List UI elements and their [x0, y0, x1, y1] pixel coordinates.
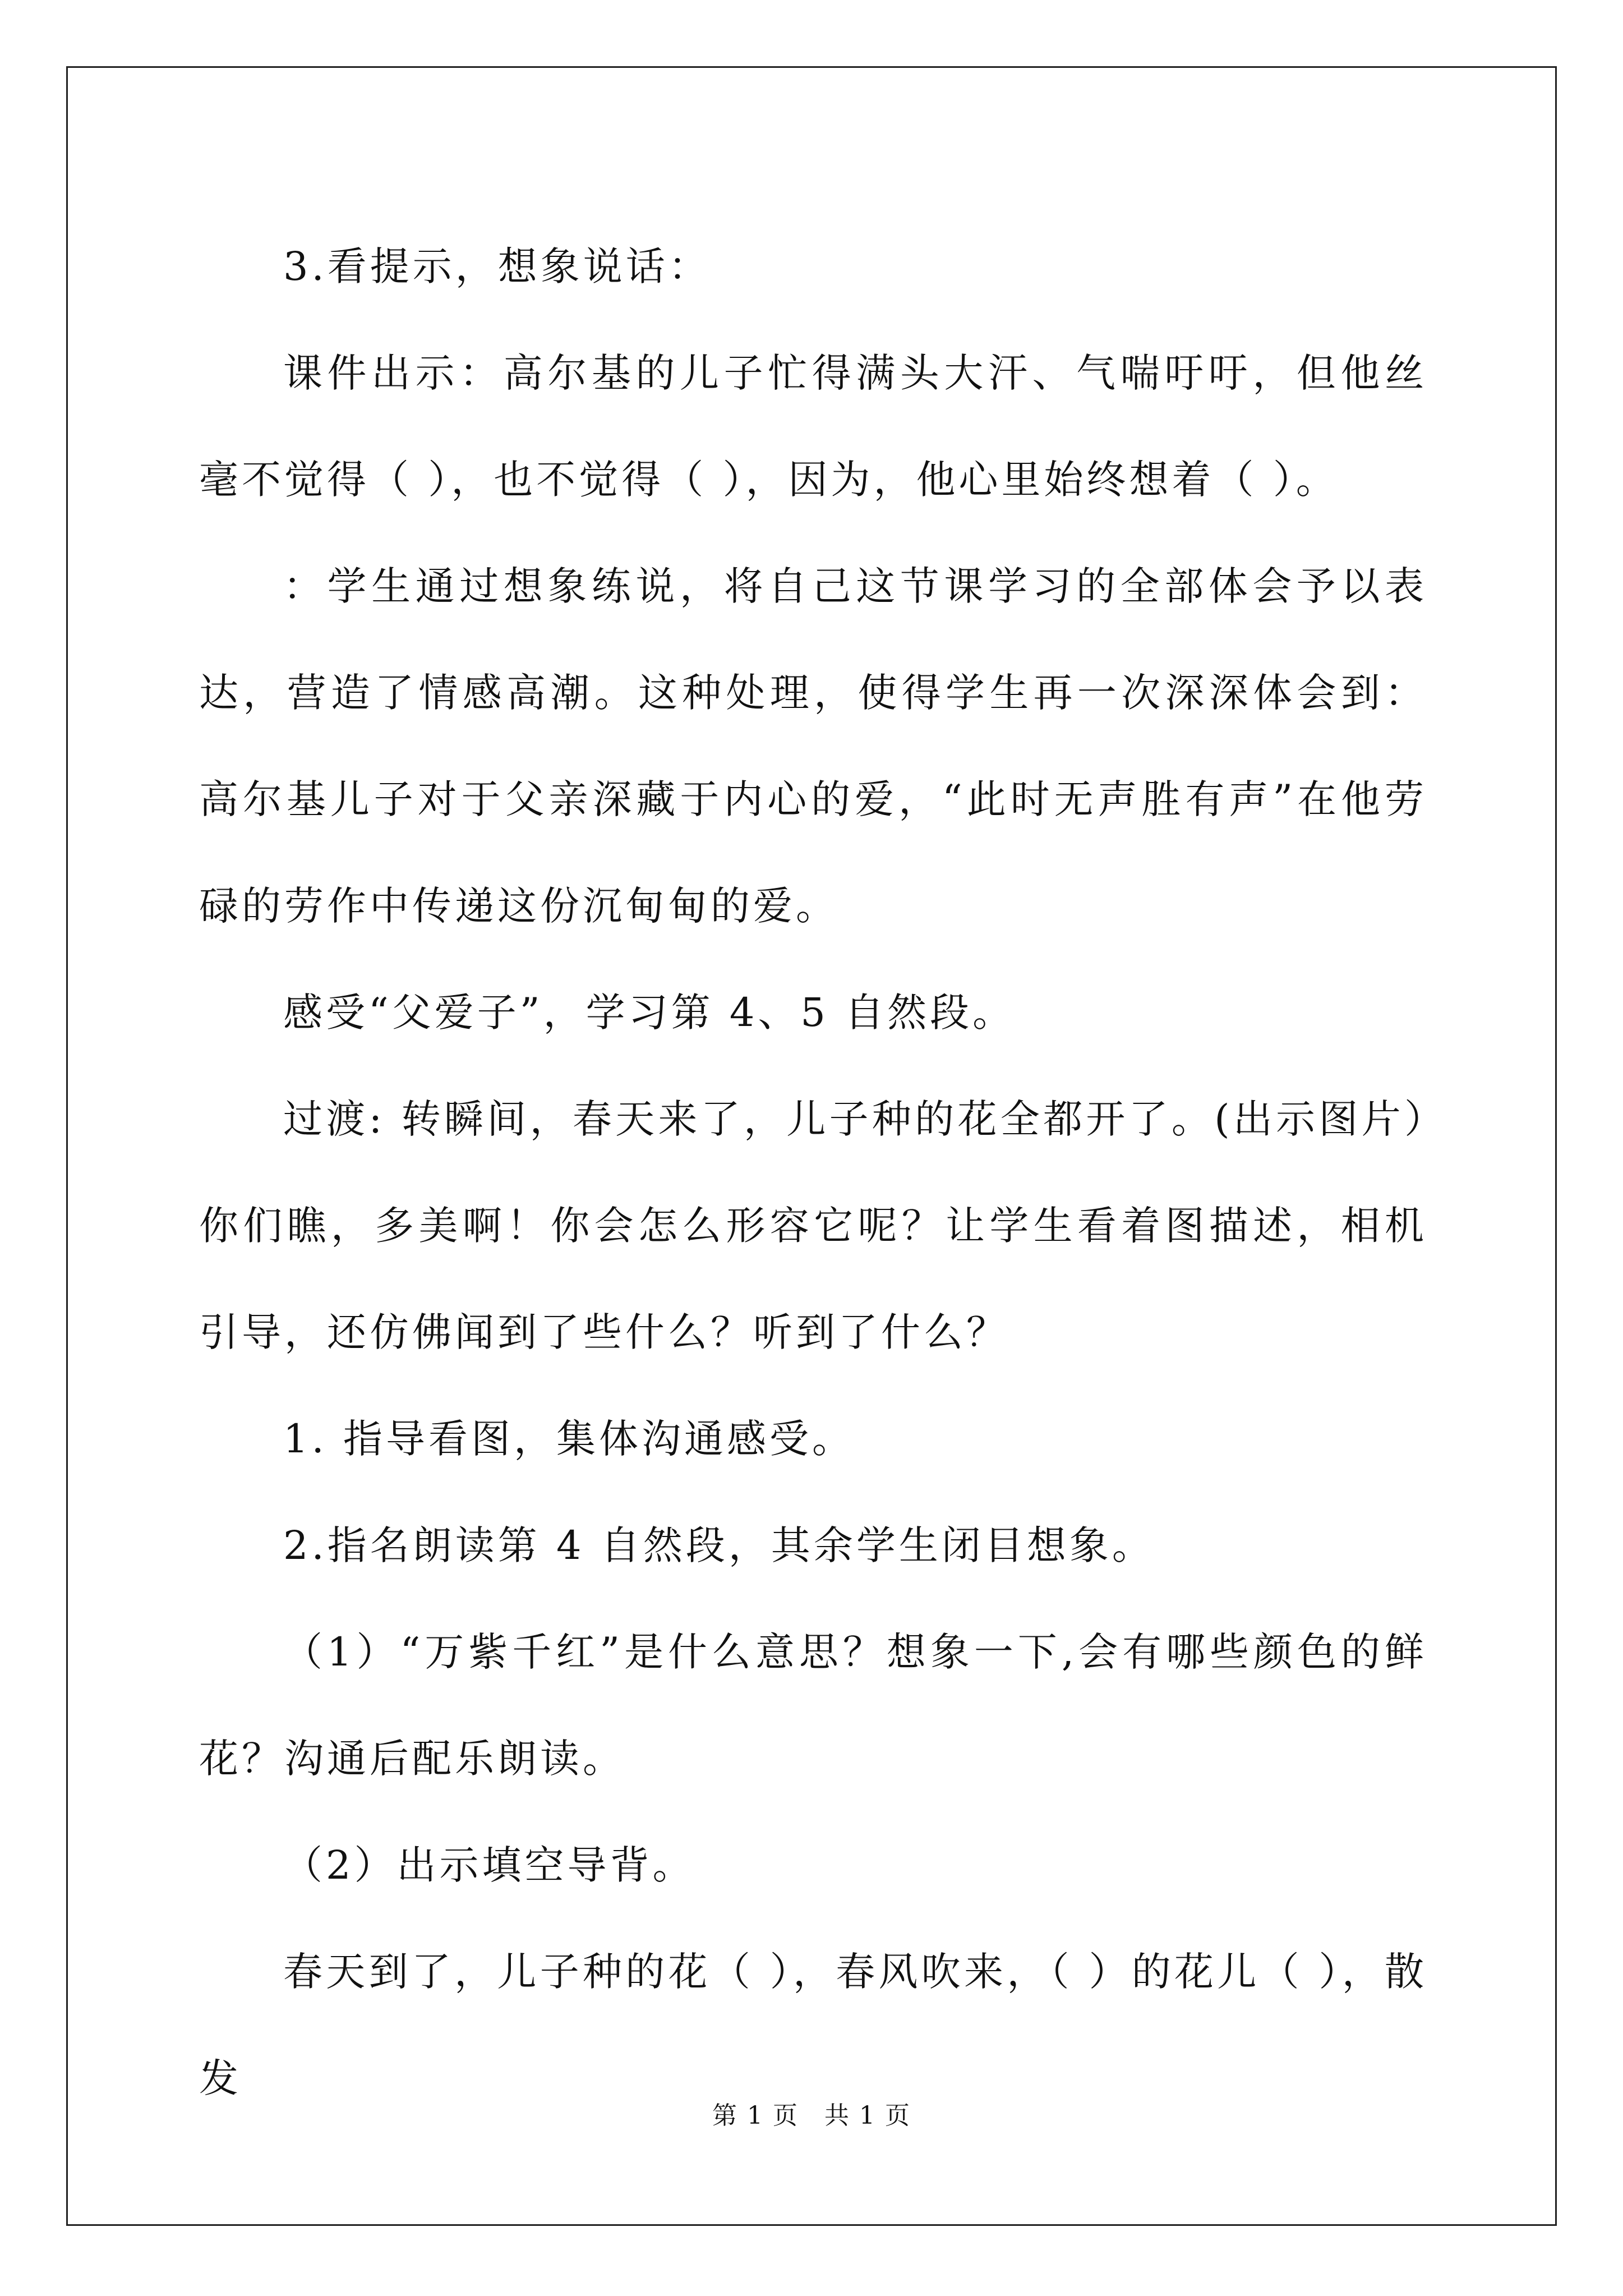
- paragraph: ：学生通过想象练说，将自己这节课学习的全部体会予以表达，营造了情感高潮。这种处理，使得学生再一次深深体会到：高尔基儿子对于父亲深藏于内心的爱，“此时无声胜有声”在他劳碌的劳作中传递这份沉甸甸的爱。: [199, 563, 1427, 929]
- paragraph: 2.指名朗读第 4 自然段，其余学生闭目想象。: [283, 1522, 1155, 1568]
- paragraph: 1. 指导看图，集体沟通感受。: [283, 1416, 855, 1462]
- paragraph: （2）出示填空导背。: [283, 1842, 695, 1888]
- paragraph: （1）“万紫千红”是什么意思？想象一下,会有哪些颜色的鲜花？沟通后配乐朗读。: [199, 1629, 1427, 1782]
- paragraph: 3.看提示，想象说话：: [283, 243, 711, 289]
- page-number: 第 1 页 共 1 页: [712, 2101, 911, 2130]
- paragraph: 过渡: 转瞬间，春天来了，儿子种的花全都开了。(出示图片）你们瞧，多美啊！你会怎么形容它呢？让学生看着图描述，相机引导，还仿佛闻到了些什么？听到了什么？: [199, 1096, 1427, 1355]
- document-body: [199, 213, 1427, 2132]
- paragraph: 课件出示：高尔基的儿子忙得满头大汗、气喘吁吁，但他丝毫不觉得（ ），也不觉得（ ），因为，他心里始终想着（ ）。: [199, 350, 1427, 503]
- paragraph: 春天到了，儿子种的花（ ），春风吹来，（ ）的花儿（ ），散发: [199, 1949, 1427, 2101]
- paragraph: 感受“父爱子”，学习第 4、5 自然段。: [283, 990, 1016, 1036]
